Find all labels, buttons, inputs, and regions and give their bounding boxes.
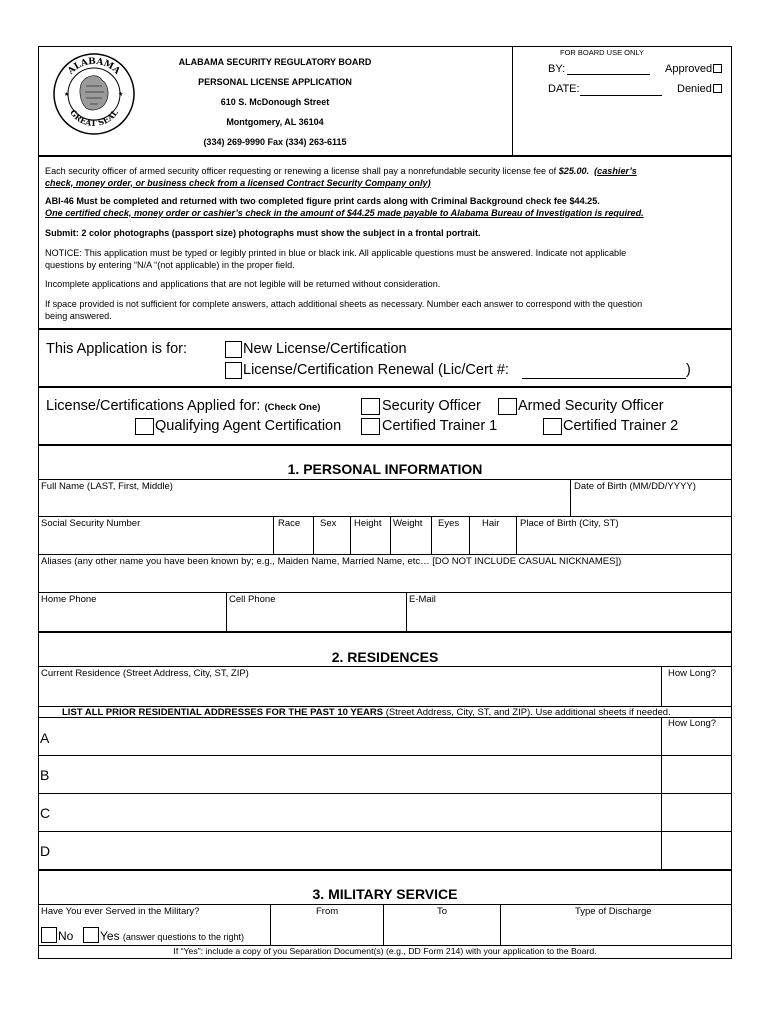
security-officer-label: Security Officer (382, 398, 481, 414)
svg-text:★: ★ (118, 92, 124, 98)
cell-phone-label: Cell Phone (229, 594, 276, 605)
military-title-line (38, 904, 732, 905)
certified-trainer-1-checkbox[interactable] (361, 418, 380, 435)
personal-divider (38, 631, 732, 633)
to-divider (383, 904, 384, 946)
yes-text: Yes (100, 929, 120, 943)
height-divider (350, 516, 351, 554)
certified-trainer-2-checkbox[interactable] (543, 418, 562, 435)
residence-line-a (38, 755, 732, 756)
weight-label: Weight (393, 518, 423, 529)
board-date-label: DATE: (548, 83, 580, 95)
abi-line2: One certified check, money order or cashier’s check in the amount of $44.25 made payable to Alabama Bureau of Investigation is required. (45, 207, 644, 218)
yes-note: (answer questions to the right) (122, 932, 244, 942)
residence-line-c (38, 831, 732, 832)
residence-row-c: C (40, 805, 51, 821)
pob-divider (516, 516, 517, 554)
applied-for-label (46, 398, 320, 414)
row-line-2 (38, 554, 732, 555)
military-no-label: No (58, 929, 74, 943)
notice-line1: NOTICE: This application must be typed or legibly printed in blue or black ink. All applicable questions must be answered. Indicate not applicable (45, 248, 627, 258)
board-city: Montgomery, AL 36104 (226, 117, 324, 127)
notice-line2: questions by entering “N/A “(not applicable) in the proper field. (45, 259, 295, 270)
board-use-divider (512, 47, 513, 156)
race-label: Race (278, 518, 301, 529)
hair-divider (469, 516, 470, 554)
board-by-label: BY: (548, 63, 566, 75)
row-line-1 (38, 516, 732, 517)
eyes-divider (431, 516, 432, 554)
residences-title: 2. RESIDENCES (331, 649, 439, 665)
qualifying-agent-label: Qualifying Agent Certification (155, 418, 342, 434)
pob-label: Place of Birth (City, ST) (520, 518, 619, 529)
renewal-checkbox[interactable] (225, 362, 242, 379)
qualifying-agent-checkbox[interactable] (135, 418, 154, 435)
applied-for-divider (38, 444, 732, 446)
residence-row-a: A (40, 730, 50, 746)
served-label: Have You ever Served in the Military? (41, 906, 200, 917)
prior-rest: (Street Address, City, ST, and ZIP). Use additional sheets if needed. (383, 707, 671, 718)
home-phone-label: Home Phone (41, 594, 97, 605)
space-line1: If space provided is not sufficient for complete answers, attach additional sheets as necessary. Number each answer to correspond with the question (45, 299, 643, 309)
fee-payment: (cashier’s (594, 166, 637, 176)
armed-security-officer-label: Armed Security Officer (518, 398, 664, 414)
prior-how-long-label: How Long? (668, 718, 717, 729)
renewal-number-line[interactable] (522, 378, 686, 379)
org-name: ALABAMA SECURITY REGULATORY BOARD (178, 57, 372, 67)
instructions-divider (38, 328, 732, 330)
current-residence-label: Current Residence (Street Address, City, ST, ZIP) (41, 668, 249, 679)
personal-title-line (38, 479, 732, 480)
ssn-label: Social Security Number (41, 518, 141, 529)
fee-paragraph (45, 166, 725, 189)
current-how-long-label: How Long? (668, 668, 717, 679)
abi-paragraph (45, 196, 725, 219)
prior-bold: LIST ALL PRIOR RESIDENTIAL ADDRESSES FOR THE PAST 10 YEARS (62, 707, 384, 718)
board-use-label: FOR BOARD USE ONLY (560, 48, 645, 57)
armed-security-officer-checkbox[interactable] (498, 398, 517, 415)
application-for-label: This Application is for: (46, 341, 188, 357)
board-denied[interactable] (677, 83, 722, 95)
board-street: 610 S. McDonough Street (220, 97, 330, 107)
residence-row-d: D (40, 843, 51, 859)
residences-divider (38, 869, 732, 871)
full-name-label: Full Name (LAST, First, Middle) (41, 481, 173, 492)
residence-line-b (38, 793, 732, 794)
renewal-close: ) (686, 362, 691, 378)
sex-label: Sex (320, 518, 337, 529)
dob-divider (570, 479, 571, 516)
header-divider (38, 155, 732, 157)
discharge-label: Type of Discharge (575, 906, 652, 917)
seal-bottom-text: GREAT SEAL (68, 107, 120, 129)
submit-text: Submit: 2 color photographs (passport size) photographs must show the subject in a frontal portrait. (45, 228, 481, 238)
fee-text: Each security officer of armed security officer requesting or renewing a license shall pay a nonrefundable security license fee of (45, 166, 559, 176)
military-yes-label (100, 929, 244, 943)
board-phone-fax: (334) 269-9990 Fax (334) 263-6115 (203, 137, 347, 147)
fee-payment-2: check, money order, or business check from a licensed Contract Security Company only) (45, 177, 431, 188)
cell-divider (226, 592, 227, 632)
svg-text:★: ★ (64, 92, 70, 98)
certified-trainer-2-label: Certified Trainer 2 (563, 418, 679, 434)
approved-checkbox[interactable] (713, 64, 722, 73)
sex-divider (313, 516, 314, 554)
form-title: PERSONAL LICENSE APPLICATION (198, 77, 352, 87)
space-line2: being answered. (45, 310, 112, 321)
abi-line1: ABI-46 Must be completed and returned with two completed figure print cards along with Criminal Background check fee $44.25. (45, 196, 600, 206)
race-divider (273, 516, 274, 554)
denied-checkbox[interactable] (713, 84, 722, 93)
from-divider (270, 904, 271, 946)
incomplete-text: Incomplete applications and applications that are not legible will be returned without consideration. (45, 279, 441, 289)
residence-row-b: B (40, 767, 50, 783)
certified-trainer-1-label: Certified Trainer 1 (382, 418, 498, 434)
personal-info-title: 1. PERSONAL INFORMATION (287, 461, 483, 477)
email-label: E-Mail (409, 594, 436, 605)
residences-title-line (38, 666, 732, 667)
space-paragraph (45, 299, 725, 322)
height-label: Height (354, 518, 382, 529)
eyes-label: Eyes (438, 518, 460, 529)
seal-top-text: ALABAMA (66, 56, 122, 77)
svg-text:GREAT SEAL (68, 107, 120, 128)
how-long-divider (661, 666, 662, 706)
application-divider (38, 386, 732, 388)
applied-for-text: License/Certifications Applied for: (46, 398, 261, 414)
email-divider (406, 592, 407, 632)
hair-label: Hair (482, 518, 500, 529)
aliases-label: Aliases (any other name you have been known by; e.g., Maiden Name, Married Name, etc… [DO NOT INCLUDE CASUAL NICKNAMES]) (41, 556, 622, 567)
check-one-note: (Check One) (264, 402, 321, 413)
prior-header-line (38, 717, 732, 718)
to-label: To (437, 906, 448, 917)
military-footer-note: If “Yes”: include a copy of you Separation Document(s) (e.g., DD Form 214) with your application to the Board. (173, 946, 597, 956)
row-line-3 (38, 592, 732, 593)
approved-label: Approved (665, 63, 713, 75)
denied-label: Denied (677, 83, 712, 95)
discharge-divider (500, 904, 501, 946)
state-seal (52, 52, 136, 136)
renewal-label: License/Certification Renewal (Lic/Cert #: (243, 362, 509, 378)
new-license-checkbox[interactable] (225, 341, 242, 358)
new-license-label: New License/Certification (243, 341, 407, 357)
security-officer-checkbox[interactable] (361, 398, 380, 415)
from-label: From (316, 906, 339, 917)
fee-amount: $25.00. (558, 166, 590, 176)
military-yes-checkbox[interactable] (83, 927, 99, 943)
military-no-checkbox[interactable] (41, 927, 57, 943)
military-title: 3. MILITARY SERVICE (312, 886, 458, 902)
board-approved[interactable] (665, 63, 722, 75)
weight-divider (390, 516, 391, 554)
dob-label: Date of Birth (MM/DD/YYYY) (574, 481, 696, 492)
board-date-line[interactable] (580, 95, 662, 96)
board-by-line[interactable] (567, 74, 650, 75)
notice-paragraph (45, 248, 725, 271)
